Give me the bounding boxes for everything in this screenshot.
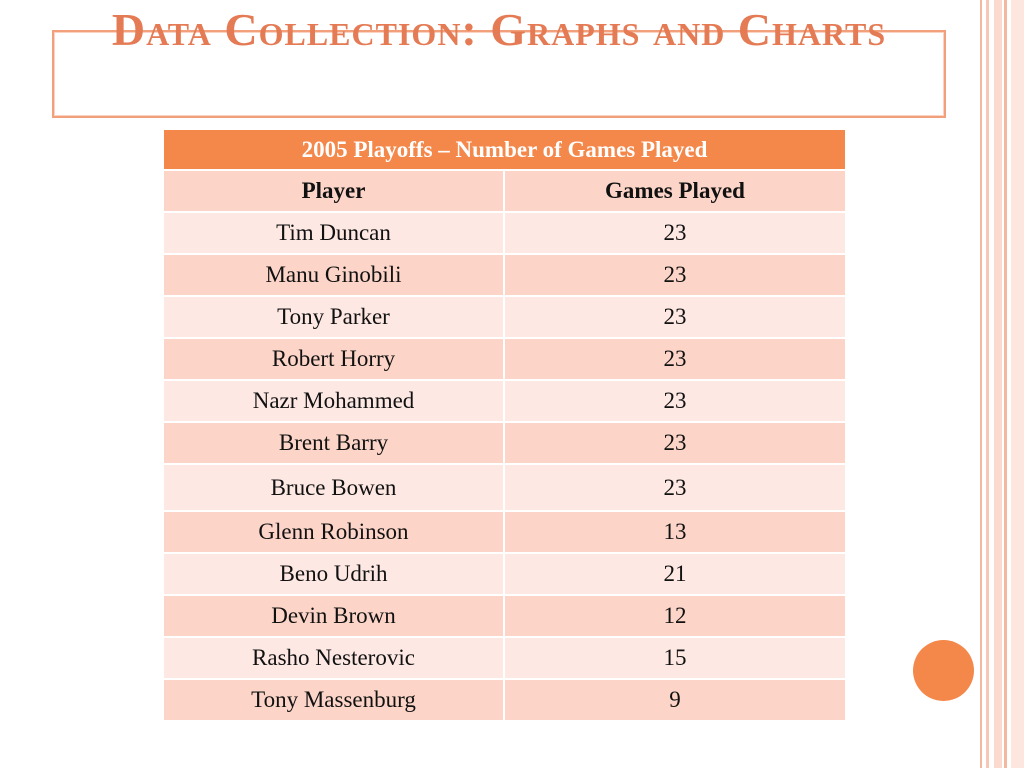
table-row: [163, 553, 846, 595]
games-played-cell: 13: [504, 511, 846, 553]
player-name-cell: Beno Udrih: [163, 553, 504, 595]
games-played-cell: 21: [504, 553, 846, 595]
decor-stripe: [994, 0, 1002, 768]
decor-stripe: [980, 0, 982, 768]
table-row: [163, 380, 846, 422]
decor-circle: [913, 640, 974, 701]
player-name-cell: Glenn Robinson: [163, 511, 504, 553]
decor-stripe: [1011, 0, 1024, 768]
player-name-cell: Devin Brown: [163, 595, 504, 637]
player-name-cell: Tony Massenburg: [163, 679, 504, 721]
table-row: [163, 254, 846, 296]
player-name-cell: Tim Duncan: [163, 212, 504, 254]
player-name-cell: Tony Parker: [163, 296, 504, 338]
games-played-cell: 23: [504, 380, 846, 422]
player-name-cell: Rasho Nesterovic: [163, 637, 504, 679]
games-played-cell: 23: [504, 338, 846, 380]
games-played-cell: 23: [504, 212, 846, 254]
player-name-cell: Bruce Bowen: [163, 464, 504, 511]
player-name-cell: Manu Ginobili: [163, 254, 504, 296]
table-caption: 2005 Playoffs – Number of Games Played: [163, 129, 846, 170]
table-row: [163, 679, 846, 721]
player-name-cell: Brent Barry: [163, 422, 504, 464]
decor-stripe: [1004, 0, 1007, 768]
games-played-cell: 9: [504, 679, 846, 721]
table-row: [163, 296, 846, 338]
games-table: [162, 128, 847, 722]
table-row: [163, 637, 846, 679]
player-name-cell: Nazr Mohammed: [163, 380, 504, 422]
table-row: [163, 422, 846, 464]
games-played-cell: 23: [504, 296, 846, 338]
games-played-cell: 23: [504, 464, 846, 511]
table-row: [163, 338, 846, 380]
games-played-cell: 23: [504, 254, 846, 296]
table-row: [163, 511, 846, 553]
table-row: [163, 212, 846, 254]
games-played-cell: 15: [504, 637, 846, 679]
column-header-games-played: Games Played: [504, 170, 846, 212]
decor-stripe: [986, 0, 989, 768]
table-row: [163, 464, 846, 511]
table-row: [163, 595, 846, 637]
slide-title: Data Collection: Graphs and Charts: [111, 4, 887, 55]
games-played-cell: 23: [504, 422, 846, 464]
games-played-cell: 12: [504, 595, 846, 637]
column-header-player: Player: [163, 170, 504, 212]
table-body: [163, 212, 846, 721]
player-name-cell: Robert Horry: [163, 338, 504, 380]
